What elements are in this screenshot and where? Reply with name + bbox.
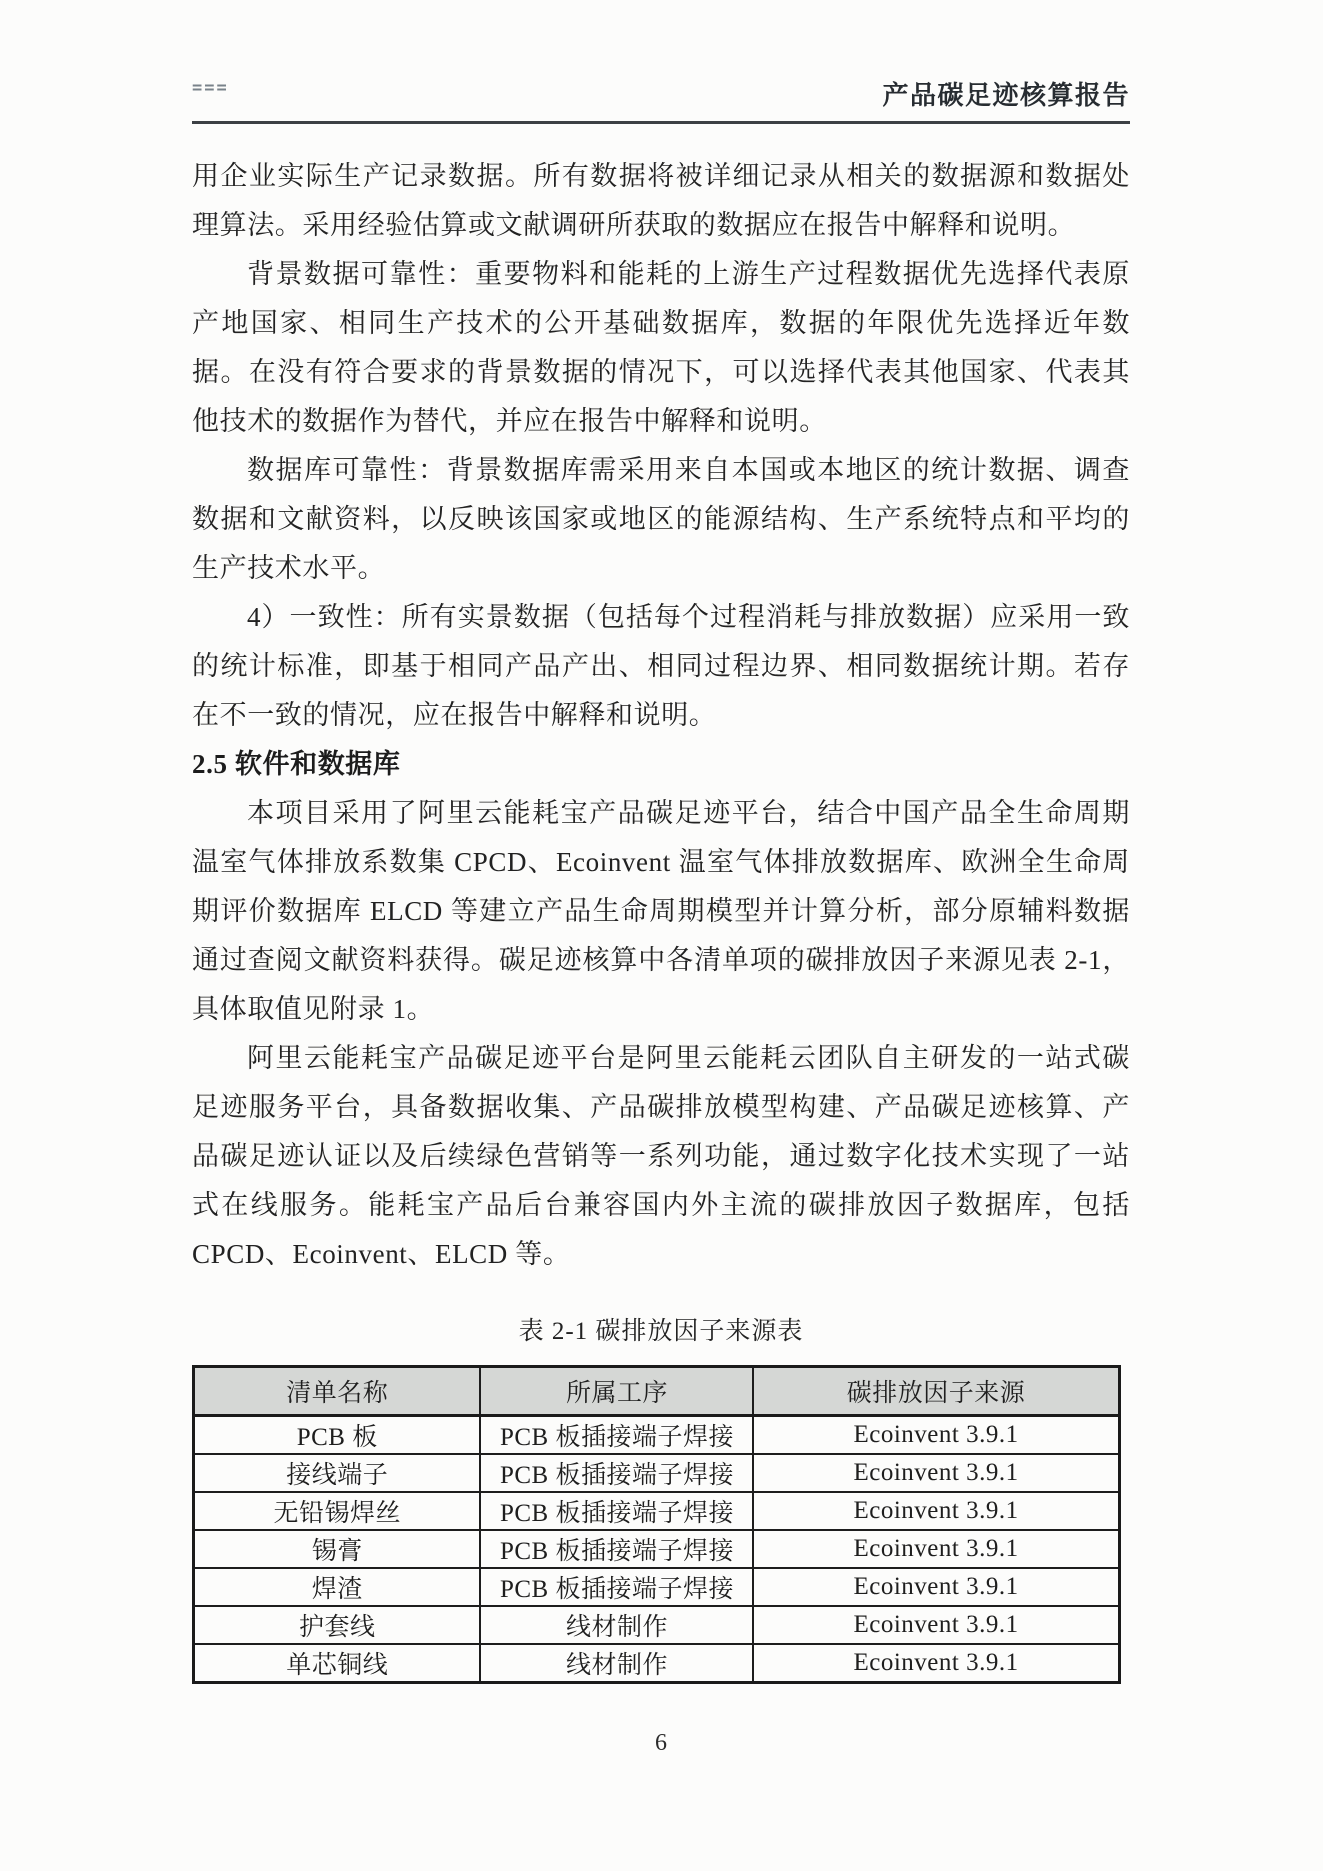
header-logo-mark: === [192,78,229,99]
table-row [194,1530,1120,1568]
body-paragraph-platform-databases: 本项目采用了阿里云能耗宝产品碳足迹平台，结合中国产品全生命周期温室气体排放系数集 CPCD、Ecoinvent 温室气体排放数据库、欧洲全生命周期评价数据库 ELCD 等建立产品生命周期模型并计算分析，部分原辅料数据通过查阅文献资料获得。碳足迹核算中各清单项的碳排放因子来源见表 2-1，具体取值见附录 1。 [192,798,1130,1025]
body-paragraph-background-data-reliability: 背景数据可靠性：重要物料和能耗的上游生产过程数据优先选择代表原产地国家、相同生产技术的公开基础数据库，数据的年限优先选择近年数据。在没有符合要求的背景数据的情况下，可以选择代表其他国家、代表其他技术的数据作为替代，并应在报告中解释和说明。 [192,259,1130,437]
cell-process: 线材制作 [480,1644,753,1683]
cell-factor-source: Ecoinvent 3.9.1 [753,1568,1119,1606]
cell-process: PCB 板插接端子焊接 [480,1492,753,1530]
emission-factor-source-table [192,1365,1121,1684]
body-paragraph-database-reliability: 数据库可靠性：背景数据库需采用来自本国或本地区的统计数据、调查数据和文献资料，以反映该国家或地区的能源结构、生产系统特点和平均的生产技术水平。 [192,455,1130,584]
page-header [192,0,1130,124]
cell-process: PCB 板插接端子焊接 [480,1454,753,1492]
table-row [194,1454,1120,1492]
column-header-inventory-name: 清单名称 [194,1367,481,1416]
cell-inventory-name: 接线端子 [194,1454,481,1492]
column-header-factor-source: 碳排放因子来源 [753,1367,1119,1416]
page-number: 6 [655,1730,667,1757]
cell-inventory-name: 焊渣 [194,1568,481,1606]
cell-inventory-name: 单芯铜线 [194,1644,481,1683]
table-row [194,1606,1120,1644]
table-caption: 表 2-1 碳排放因子来源表 [518,1318,804,1346]
cell-factor-source: Ecoinvent 3.9.1 [753,1492,1119,1530]
page-footer [192,1730,1130,1757]
cell-process: PCB 板插接端子焊接 [480,1416,753,1455]
cell-factor-source: Ecoinvent 3.9.1 [753,1530,1119,1568]
cell-inventory-name: PCB 板 [194,1416,481,1455]
cell-factor-source: Ecoinvent 3.9.1 [753,1644,1119,1683]
column-header-process: 所属工序 [480,1367,753,1416]
cell-factor-source: Ecoinvent 3.9.1 [753,1454,1119,1492]
table-row [194,1644,1120,1683]
page-body [192,152,1130,1684]
table-header-row [194,1367,1120,1416]
cell-process: PCB 板插接端子焊接 [480,1568,753,1606]
body-paragraph-consistency: 4）一致性：所有实景数据（包括每个过程消耗与排放数据）应采用一致的统计标准，即基于相同产品产出、相同过程边界、相同数据统计期。若存在不一致的情况，应在报告中解释和说明。 [192,602,1130,731]
cell-factor-source: Ecoinvent 3.9.1 [753,1416,1119,1455]
cell-factor-source: Ecoinvent 3.9.1 [753,1606,1119,1644]
table-row [194,1568,1120,1606]
section-heading-software-and-databases: 2.5 软件和数据库 [192,749,401,780]
table-row [194,1416,1120,1455]
cell-process: 线材制作 [480,1606,753,1644]
body-paragraph-platform-description: 阿里云能耗宝产品碳足迹平台是阿里云能耗云团队自主研发的一站式碳足迹服务平台，具备数据收集、产品碳排放模型构建、产品碳足迹核算、产品碳足迹认证以及后续绿色营销等一系列功能，通过数字化技术实现了一站式在线服务。能耗宝产品后台兼容国内外主流的碳排放因子数据库，包括 CPCD、Ecoinvent、ELCD 等。 [192,1043,1130,1270]
cell-inventory-name: 无铅锡焊丝 [194,1492,481,1530]
header-title: 产品碳足迹核算报告 [882,80,1130,110]
cell-inventory-name: 锡膏 [194,1530,481,1568]
table-row [194,1492,1120,1530]
cell-inventory-name: 护套线 [194,1606,481,1644]
cell-process: PCB 板插接端子焊接 [480,1530,753,1568]
body-paragraph-continuation: 用企业实际生产记录数据。所有数据将被详细记录从相关的数据源和数据处理算法。采用经验估算或文献调研所获取的数据应在报告中解释和说明。 [192,161,1130,241]
